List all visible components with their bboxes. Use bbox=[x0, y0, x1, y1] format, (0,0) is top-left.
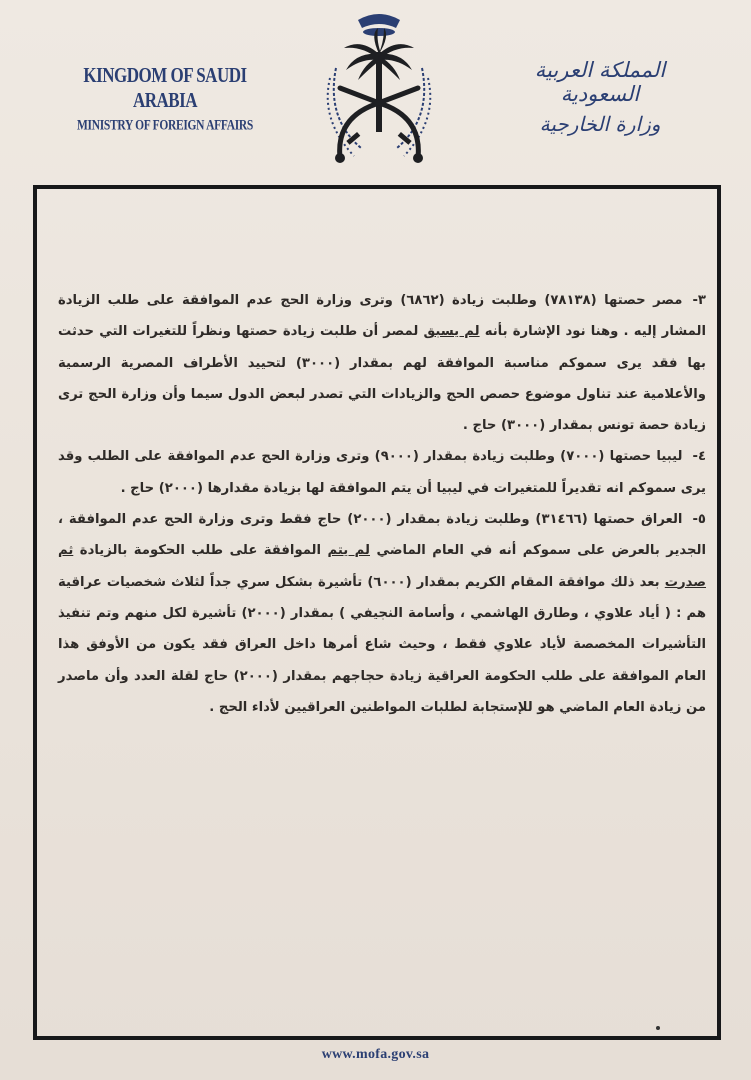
paragraph-text: العراق حصتها (٣١٤٦٦) وطلبت زيادة بمقدار (٢٠٠٠) حاج فقط وترى وزارة الحج عدم الموافقة ، الجدير بالعرض على سموكم أنه في العام الماضي bbox=[58, 512, 706, 559]
letterhead-arabic bbox=[500, 58, 700, 136]
paragraph-egypt bbox=[58, 285, 706, 441]
paragraph-text: بعد ذلك موافقة المقام الكريم بمقدار (٦٠٠٠) تأشيرة بشكل سري جداً لثلاث شخصيات عراقية هم : ( أياد علاوي ، وطارق الهاشمي ، وأسامة النجيفي ) بمقدار (٢٠٠٠) تأشيرة لكل منهم وتم تنفيذ التأشيرات المخصصة لأياد علاوي فقط ، وحيث شاع أمرها داخل العراق فقد يكون من الأوفق هذا العام الموافقة على طلب الحكومة العراقية زيادة حجاجهم بمقدار (٢٠٠٠) حاج لقلة العدد وأن ماصدر من زيادة العام الماضي هو للإستجابة لطلبات المواطنين العراقيين لأداء الحج . bbox=[58, 574, 707, 715]
underlined-text: لم يسبق bbox=[423, 324, 480, 340]
paragraph-text: لمصر أن طلبت زيادة حصتها ونظراً للتغيرات التي حدثت بها فقد يرى سموكم مناسبة الموافقة لهم بمقدار (٣٠٠٠) لتحييد الأطراف المصرية الرسمية والأعلامية عند تناول موضوع حصص الحج والزيادات التي تصدر لبعض الدول سيما وأن وزارة الحج ترى زيادة حصة تونس بمقدار (٣٠٠٠) حاج . bbox=[58, 324, 706, 434]
letter-body bbox=[58, 285, 706, 723]
underlined-text: ثم صدرت bbox=[58, 543, 706, 590]
paragraph-text: مصر حصتها (٧٨١٣٨) وطلبت زيادة (٦٨٦٢) وترى وزارة الحج عدم الموافقة على طلب الزيادة المشار إليه . وهنا نود الإشارة بأنه bbox=[58, 293, 707, 340]
underlined-text: لم يتم bbox=[327, 543, 370, 559]
ink-dot bbox=[656, 1026, 660, 1030]
saudi-emblem-palm-swords-icon bbox=[306, 8, 452, 170]
paragraph-text: الموافقة على طلب الحكومة بالزيادة bbox=[73, 543, 328, 559]
letterhead-ministry-name: MINISTRY OF FOREIGN AFFAIRS bbox=[76, 118, 254, 133]
paragraph-iraq bbox=[58, 504, 706, 723]
letterhead-kingdom-name: KINGDOM OF SAUDI ARABIA bbox=[83, 63, 247, 112]
paragraph-libya bbox=[58, 441, 706, 504]
letterhead-ministry-name-arabic: وزارة الخارجية bbox=[539, 112, 661, 136]
paragraph-number: ٥- bbox=[692, 512, 706, 528]
paragraph-number: ٤- bbox=[692, 449, 706, 465]
letterhead-english bbox=[60, 63, 270, 133]
paragraph-text: ليبيا حصتها (٧٠٠٠) وطلبت زيادة بمقدار (٩٠٠٠) وترى وزارة الحج عدم الموافقة على الطلب وقد يرى سموكم انه تقديراً للمتغيرات في ليبيا أن يتم الموافقة لها بزيادة مقدارها (٢٠٠٠) حاج . bbox=[58, 449, 706, 496]
letterhead-kingdom-name-arabic: المملكة العربية السعودية bbox=[534, 58, 666, 106]
footer-website-url: www.mofa.gov.sa bbox=[321, 1047, 430, 1062]
paragraph-number: ٣- bbox=[692, 293, 706, 308]
